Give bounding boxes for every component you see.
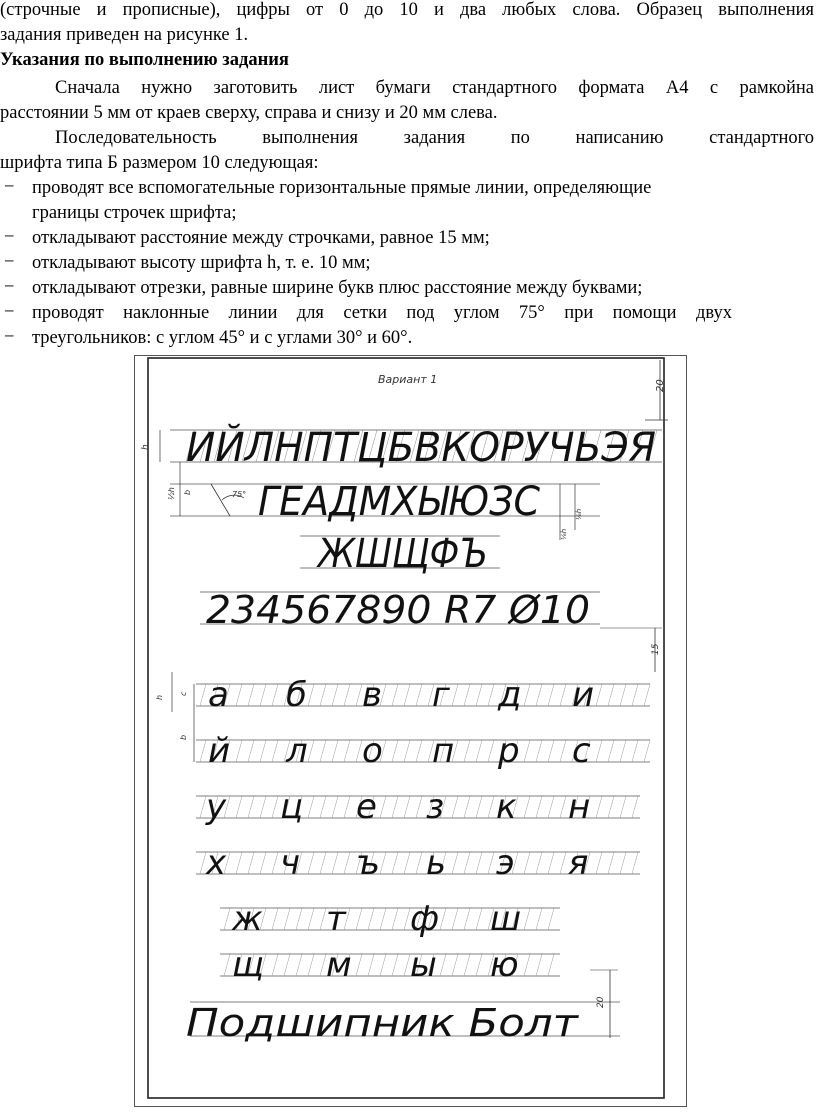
lowercase-rows bbox=[196, 675, 650, 985]
slant-grid-line bbox=[260, 740, 266, 762]
slant-grid-line bbox=[344, 740, 350, 762]
lowercase-letter: б bbox=[286, 675, 307, 715]
lowercase-letter: д bbox=[498, 675, 522, 715]
lowercase-letter: и bbox=[572, 675, 595, 715]
slant-grid-line bbox=[548, 796, 554, 818]
slant-grid-line bbox=[488, 684, 494, 706]
dimension-15: 15 bbox=[651, 643, 661, 655]
list-item: проводят наклонные линии для сетки под углом 75° при помощи двух bbox=[32, 303, 732, 323]
lowercase-letter: э bbox=[496, 843, 515, 883]
list-dash: − bbox=[4, 327, 15, 347]
slant-grid-line bbox=[608, 796, 614, 818]
slant-grid-line bbox=[464, 796, 470, 818]
slant-grid-line bbox=[380, 852, 386, 874]
slant-grid-line bbox=[536, 954, 542, 976]
slant-grid-line bbox=[488, 796, 494, 818]
slant-grid-line bbox=[452, 908, 458, 930]
slant-grid-line bbox=[320, 684, 326, 706]
lowercase-letter: п bbox=[432, 731, 455, 771]
slant-grid-line bbox=[596, 684, 602, 706]
slant-grid-line bbox=[524, 740, 530, 762]
list-item: проводят все вспомогательные горизонтальные прямые линии, определяющие bbox=[32, 178, 652, 198]
slant-grid-line bbox=[632, 740, 638, 762]
slant-grid-line bbox=[644, 684, 650, 706]
dim-h-label: h bbox=[155, 694, 164, 700]
slant-grid-line bbox=[476, 684, 482, 706]
slant-grid-line bbox=[548, 954, 554, 976]
slant-grid-line bbox=[416, 684, 422, 706]
slant-grid-line bbox=[608, 852, 614, 874]
slant-grid-line bbox=[464, 852, 470, 874]
slant-grid-line bbox=[440, 954, 446, 976]
lowercase-letter: о bbox=[362, 731, 383, 771]
list-item: границы строчек шрифта; bbox=[32, 203, 237, 223]
slant-grid-line bbox=[620, 684, 626, 706]
slant-grid-line bbox=[608, 684, 614, 706]
lowercase-letter: ц bbox=[280, 787, 304, 827]
slant-grid-line bbox=[404, 852, 410, 874]
angle-line bbox=[211, 484, 230, 516]
slant-grid-line bbox=[236, 796, 242, 818]
slant-grid-line bbox=[524, 908, 530, 930]
slant-grid-line bbox=[236, 852, 242, 874]
lowercase-letter: ш bbox=[490, 899, 522, 939]
slant-grid-line bbox=[524, 796, 530, 818]
slant-grid-line bbox=[560, 740, 566, 762]
slant-grid-line bbox=[308, 740, 314, 762]
slant-grid-line bbox=[536, 852, 542, 874]
slant-grid-line bbox=[632, 684, 638, 706]
slant-grid-line bbox=[380, 908, 386, 930]
slant-grid-line bbox=[368, 954, 374, 976]
slant-grid-line bbox=[632, 796, 638, 818]
slant-grid-line bbox=[200, 684, 206, 706]
slant-grid-line bbox=[332, 740, 338, 762]
slant-grid-line bbox=[380, 954, 386, 976]
slant-grid-line bbox=[464, 954, 470, 976]
slant-grid-line bbox=[200, 740, 206, 762]
slant-grid-line bbox=[260, 852, 266, 874]
slant-grid-line bbox=[560, 684, 566, 706]
lowercase-letter: р bbox=[498, 731, 520, 771]
slant-grid-line bbox=[524, 684, 530, 706]
slant-grid-line bbox=[416, 740, 422, 762]
slant-grid-line bbox=[272, 796, 278, 818]
lowercase-letter: т bbox=[326, 899, 346, 939]
slant-grid-line bbox=[416, 796, 422, 818]
slant-grid-line bbox=[272, 684, 278, 706]
list-item: откладывают расстояние между строчками, равное 15 мм; bbox=[32, 228, 490, 248]
slant-grid-line bbox=[620, 796, 626, 818]
slant-grid-line bbox=[476, 740, 482, 762]
list-dash: − bbox=[4, 277, 15, 297]
slant-grid-line bbox=[476, 852, 482, 874]
slant-grid-line bbox=[548, 684, 554, 706]
dim-half-h-label: ½h bbox=[167, 487, 176, 500]
slant-grid-line bbox=[284, 908, 290, 930]
slant-grid-line bbox=[536, 684, 542, 706]
lowercase-letter: м bbox=[326, 945, 352, 985]
uppercase-row-1: ИЙЛНПТЦБВКОРУЧЬЭЯ bbox=[186, 425, 666, 471]
slant-grid-line bbox=[476, 796, 482, 818]
slant-grid-line bbox=[356, 908, 362, 930]
slant-grid-line bbox=[644, 740, 650, 762]
lowercase-letter: ь bbox=[426, 843, 447, 883]
lowercase-letter: с bbox=[572, 731, 591, 771]
slant-grid-line bbox=[296, 954, 302, 976]
list-item: откладывают высоту шрифта h, т. е. 10 мм; bbox=[32, 253, 371, 273]
lowercase-letter: ы bbox=[410, 945, 437, 985]
slant-grid-line bbox=[392, 796, 398, 818]
slant-grid-line bbox=[380, 796, 386, 818]
slant-grid-line bbox=[404, 740, 410, 762]
lowercase-letter: г bbox=[432, 675, 450, 715]
dim-sixth-label: ⅙h bbox=[575, 508, 583, 520]
lowercase-letter: щ bbox=[232, 945, 265, 985]
lowercase-letter: л bbox=[286, 731, 308, 771]
lowercase-letter: ф bbox=[410, 899, 440, 939]
lowercase-letter: ч bbox=[280, 843, 301, 883]
paragraph-line: (строчные и прописные), цифры от 0 до 10 и два любых слова. Образец выполнения bbox=[0, 0, 814, 20]
paragraph-line: Последовательность выполнения задания по написанию стандартного bbox=[55, 128, 814, 148]
slant-grid-line bbox=[416, 852, 422, 874]
slant-grid-line bbox=[272, 740, 278, 762]
slant-grid-line bbox=[404, 796, 410, 818]
paragraph-line: шрифта типа Б размером 10 следующая: bbox=[0, 153, 319, 173]
list-dash: − bbox=[4, 252, 15, 272]
lowercase-letter: я bbox=[568, 843, 589, 883]
lowercase-letter: з bbox=[426, 787, 445, 827]
slant-grid-line bbox=[248, 852, 254, 874]
slant-grid-line bbox=[392, 684, 398, 706]
lowercase-letter: а bbox=[208, 675, 229, 715]
slant-grid-line bbox=[272, 954, 278, 976]
slant-grid-line bbox=[464, 908, 470, 930]
lowercase-letter: й bbox=[208, 731, 231, 771]
slant-grid-line bbox=[344, 796, 350, 818]
slant-grid-line bbox=[548, 852, 554, 874]
slant-grid-line bbox=[404, 684, 410, 706]
slant-grid-line bbox=[596, 796, 602, 818]
dimension-20-bottom: 20 bbox=[596, 996, 606, 1008]
slant-grid-line bbox=[236, 684, 242, 706]
slant-grid-line bbox=[620, 740, 626, 762]
slant-grid-line bbox=[272, 852, 278, 874]
slant-grid-line bbox=[248, 684, 254, 706]
slant-grid-line bbox=[332, 796, 338, 818]
slant-grid-line bbox=[524, 954, 530, 976]
slant-grid-line bbox=[476, 954, 482, 976]
paragraph-line: расстоянии 5 мм от краев сверху, справа и снизу и 20 мм слева. bbox=[0, 103, 498, 123]
lowercase-letter: ж bbox=[232, 899, 263, 939]
slant-grid-line bbox=[476, 908, 482, 930]
slant-grid-line bbox=[284, 954, 290, 976]
slant-grid-line bbox=[320, 796, 326, 818]
slant-grid-line bbox=[596, 740, 602, 762]
dim-angle-label: 75° bbox=[232, 490, 247, 499]
slant-grid-line bbox=[236, 740, 242, 762]
slant-grid-line bbox=[224, 908, 230, 930]
slant-grid-line bbox=[332, 684, 338, 706]
slant-grid-line bbox=[524, 852, 530, 874]
uppercase-row-3: ЖШЩФЪ bbox=[315, 531, 488, 577]
slant-grid-line bbox=[536, 908, 542, 930]
dimension-20-top: 20 bbox=[655, 379, 666, 392]
slant-grid-line bbox=[452, 852, 458, 874]
sample-words: Подшипник Болт bbox=[186, 1001, 581, 1045]
slant-grid-line bbox=[320, 852, 326, 874]
slant-grid-line bbox=[260, 684, 266, 706]
dim-b-label: b bbox=[179, 734, 188, 740]
slant-grid-line bbox=[392, 740, 398, 762]
slant-grid-line bbox=[596, 852, 602, 874]
slant-grid-line bbox=[464, 684, 470, 706]
slant-grid-line bbox=[296, 908, 302, 930]
slant-grid-line bbox=[260, 796, 266, 818]
dim-sixth-label: ⅙h bbox=[560, 528, 568, 540]
dim-h-label: h bbox=[141, 444, 151, 450]
slant-grid-line bbox=[308, 852, 314, 874]
slant-grid-line bbox=[392, 954, 398, 976]
list-item: треугольников: с углом 45° и с углами 30° и 60°. bbox=[32, 328, 413, 348]
lowercase-letter: ю bbox=[490, 945, 519, 985]
lowercase-letter: н bbox=[568, 787, 591, 827]
list-dash: − bbox=[4, 227, 15, 247]
slant-grid-line bbox=[464, 740, 470, 762]
slant-grid-line bbox=[452, 954, 458, 976]
variant-label: Вариант 1 bbox=[378, 373, 438, 386]
lowercase-letter: в bbox=[362, 675, 383, 715]
slant-grid-line bbox=[392, 852, 398, 874]
lowercase-letter: е bbox=[356, 787, 377, 827]
list-dash: − bbox=[4, 177, 15, 197]
dim-b-label: b bbox=[183, 489, 192, 495]
slant-grid-line bbox=[356, 954, 362, 976]
slant-grid-line bbox=[344, 852, 350, 874]
slant-grid-line bbox=[392, 908, 398, 930]
slant-grid-line bbox=[560, 796, 566, 818]
list-dash: − bbox=[4, 302, 15, 322]
slant-grid-line bbox=[536, 796, 542, 818]
lowercase-letter: у bbox=[206, 787, 227, 827]
paragraph-line: Сначала нужно заготовить лист бумаги стандартного формата А4 с рамкойна bbox=[55, 78, 814, 98]
paragraph-line: задания приведен на рисунке 1. bbox=[0, 25, 249, 45]
slant-grid-line bbox=[332, 852, 338, 874]
section-heading: Указания по выполнению задания bbox=[0, 50, 289, 70]
slant-grid-line bbox=[488, 740, 494, 762]
uppercase-row-2: ГЕАДМХЫЮЗС bbox=[258, 479, 541, 525]
slant-grid-line bbox=[308, 796, 314, 818]
slant-grid-line bbox=[320, 740, 326, 762]
digits-row: 234567890 R7 Ø10 bbox=[206, 588, 590, 632]
slant-grid-line bbox=[548, 740, 554, 762]
slant-grid-line bbox=[452, 684, 458, 706]
slant-grid-line bbox=[632, 852, 638, 874]
slant-grid-line bbox=[536, 740, 542, 762]
slant-grid-line bbox=[560, 852, 566, 874]
lowercase-letter: х bbox=[206, 843, 227, 883]
slant-grid-line bbox=[368, 908, 374, 930]
slant-grid-line bbox=[344, 684, 350, 706]
slant-grid-line bbox=[488, 852, 494, 874]
slant-grid-line bbox=[308, 954, 314, 976]
slant-grid-line bbox=[308, 908, 314, 930]
slant-grid-line bbox=[440, 908, 446, 930]
slant-grid-line bbox=[308, 684, 314, 706]
slant-grid-line bbox=[272, 908, 278, 930]
slant-grid-line bbox=[608, 740, 614, 762]
slant-grid-line bbox=[620, 852, 626, 874]
slant-grid-line bbox=[248, 740, 254, 762]
lowercase-letter: ъ bbox=[356, 843, 381, 883]
list-item: откладывают отрезки, равные ширине букв плюс расстояние между буквами; bbox=[32, 278, 643, 298]
dim-c-label: c bbox=[179, 691, 188, 696]
slant-grid-line bbox=[548, 908, 554, 930]
slant-grid-line bbox=[224, 954, 230, 976]
slant-grid-line bbox=[248, 796, 254, 818]
slant-grid-line bbox=[452, 796, 458, 818]
lowercase-letter: к bbox=[496, 787, 517, 827]
